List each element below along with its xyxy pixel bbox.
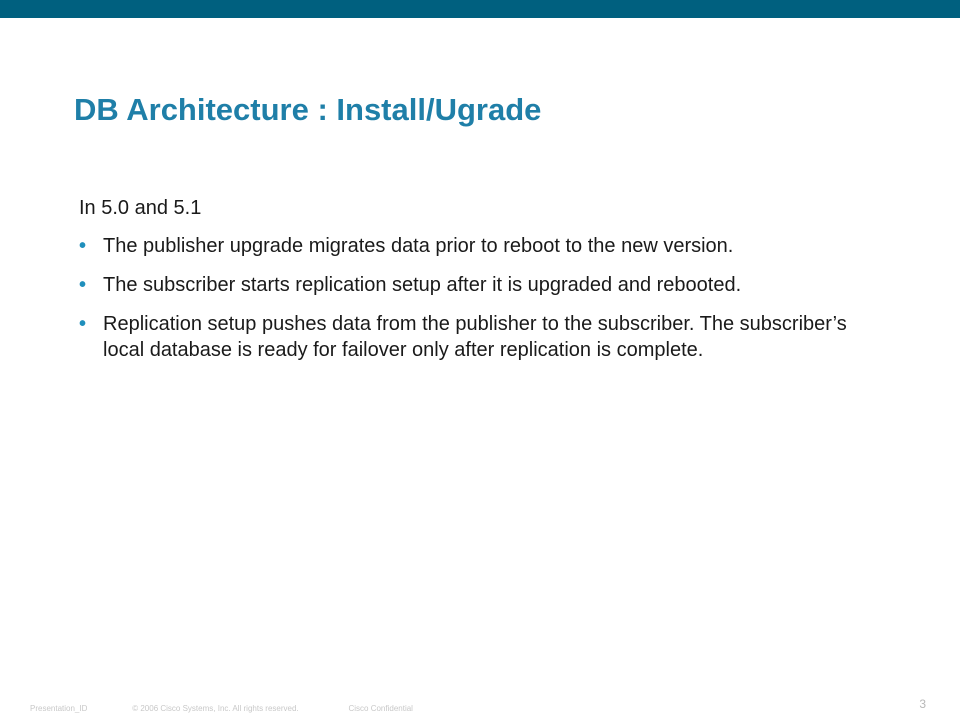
bullet-dot-icon: • — [79, 235, 87, 257]
bullet-dot-icon: • — [79, 313, 87, 335]
top-banner — [0, 0, 960, 18]
bullet-item-subscriber — [79, 272, 879, 298]
intro-text: In 5.0 and 5.1 — [79, 197, 202, 219]
bullet-dot-icon: • — [79, 274, 87, 296]
footer-copyright: © 2006 Cisco Systems, Inc. All rights reserved. — [132, 704, 299, 713]
page-number: 3 — [919, 697, 926, 711]
slide-title: DB Architecture : Install/Ugrade — [74, 92, 542, 127]
footer — [30, 704, 413, 714]
bullet-text: Replication setup pushes data from the publisher to the subscriber. The subscriber’s local database is ready for failover only after replication is complete. — [103, 313, 847, 361]
footer-presentation-id: Presentation_ID — [30, 704, 88, 713]
bullet-list — [79, 233, 879, 376]
bullet-item-publisher — [79, 233, 879, 259]
bullet-text: The subscriber starts replication setup after it is upgraded and rebooted. — [103, 274, 742, 296]
bullet-item-replication — [79, 311, 879, 363]
footer-confidential: Cisco Confidential — [348, 704, 413, 713]
bullet-text: The publisher upgrade migrates data prior to reboot to the new version. — [103, 235, 734, 257]
